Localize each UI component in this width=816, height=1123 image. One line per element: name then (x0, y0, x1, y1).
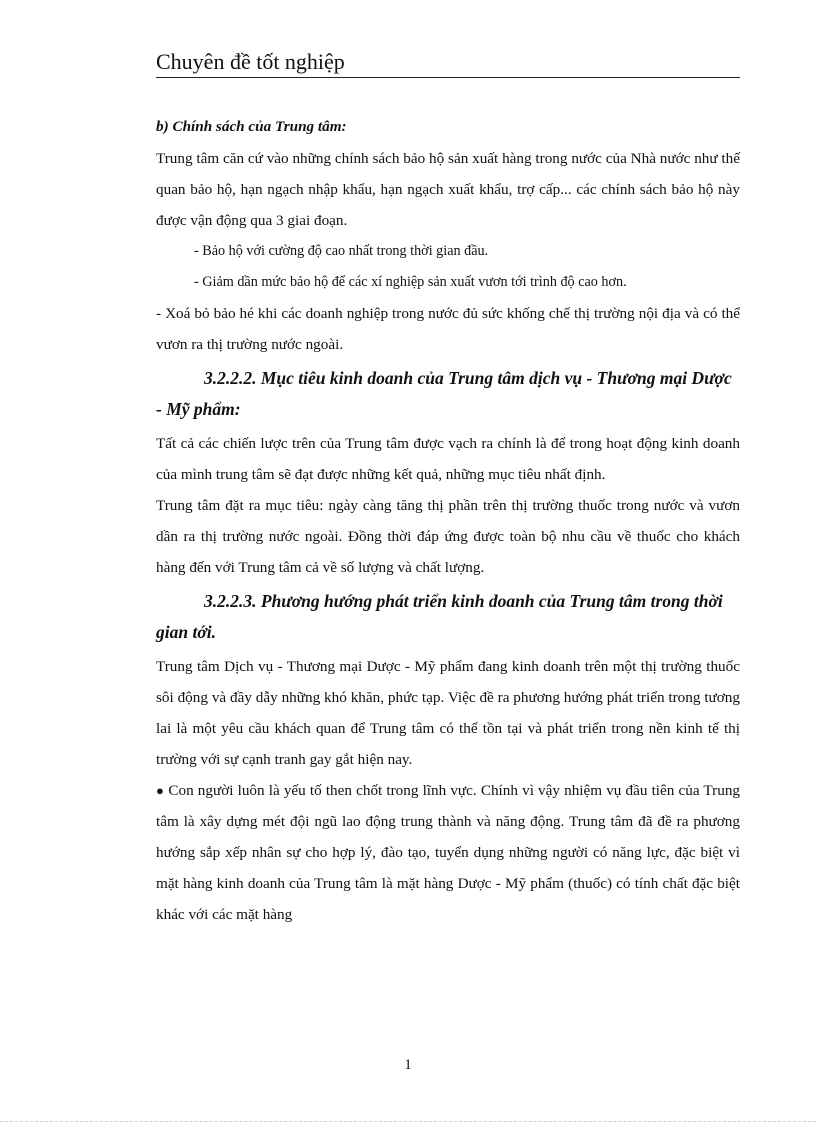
section-b-intro: Trung tâm căn cứ vào những chính sách bảo hộ sản xuất hàng trong nước của Nhà nước như thế quan bảo hộ, hạn ngạch nhập khẩu, hạn ngạch xuất khẩu, trợ cấp... các chính sách bảo hộ này được vận động qua 3 giai đoạn. (156, 150, 740, 229)
section-3223-bullet-1 (156, 775, 740, 930)
section-3223-heading: 3.2.2.3. Phương hướng phát triển kinh doanh của Trung tâm trong thời gian tới. (156, 591, 723, 642)
section-b-item-2: - Giảm dần mức bảo hộ để các xí nghiệp sản xuất vươn tới trình độ cao hơn. (194, 274, 627, 290)
section-b-item-1: - Bảo hộ với cường độ cao nhất trong thời gian đầu. (194, 243, 489, 259)
section-3222-paragraph-1: Tất cả các chiến lược trên của Trung tâm được vạch ra chính là để trong hoạt động kinh doanh của mình trung tâm sẽ đạt được những kết quả, những mục tiêu nhất định. (156, 435, 740, 483)
section-3223-paragraph-1: Trung tâm Dịch vụ - Thương mại Dược - Mỹ phẩm đang kinh doanh trên một thị trường thuốc sôi động và đầy dẫy những khó khăn, phức tạp. Việc đề ra phương hướng phát triển trong tương lai là một yêu cầu khách quan để Trung tâm có thể tồn tại và phát triển trong nền kinh tế thị trường với sự cạnh tranh gay gắt hiện nay. (156, 658, 740, 768)
bullet-1-text: Con người luôn là yếu tố then chốt trong lĩnh vực. Chính vì vậy nhiệm vụ đầu tiên của Trung tâm là xây dựng mét đội ngũ lao động trung thành và năng động. Trung tâm đã đề ra phương hướng sắp xếp nhân sự cho hợp lý, đào tạo, tuyển dụng những người có năng lực, đặc biệt vì mặt hàng kinh doanh của Trung tâm là mặt hàng Dược - Mỹ phẩm (thuốc) có tính chất đặc biệt khác với các mặt hàng (156, 782, 741, 923)
section-3222-heading: 3.2.2.2. Mục tiêu kinh doanh của Trung tâm dịch vụ - Thương mại Dược - Mỹ phẩm: (156, 368, 732, 419)
section-b-item-3: - Xoá bỏ bảo hé khi các doanh nghiệp trong nước đủ sức khống chế thị trường nội địa và có thể vươn ra thị trường nước ngoài. (156, 305, 740, 353)
document-body (156, 111, 740, 930)
page-number: 1 (404, 1057, 412, 1073)
header-divider (156, 77, 740, 78)
page-bottom-edge (0, 1121, 816, 1122)
header-title: Chuyên đề tốt nghiệp (156, 49, 345, 74)
bullet-dot-icon: ● (156, 783, 165, 798)
section-3222-paragraph-2: Trung tâm đặt ra mục tiêu: ngày càng tăng thị phần trên thị trường thuốc trong nước và vươn dần ra thị trường nước ngoài. Đồng thời đáp ứng được toàn bộ nhu cầu về thuốc cho khách hàng đến với Trung tâm cả về số lượng và chất lượng. (156, 497, 740, 576)
section-b-title: b) Chính sách của Trung tâm: (156, 118, 347, 135)
